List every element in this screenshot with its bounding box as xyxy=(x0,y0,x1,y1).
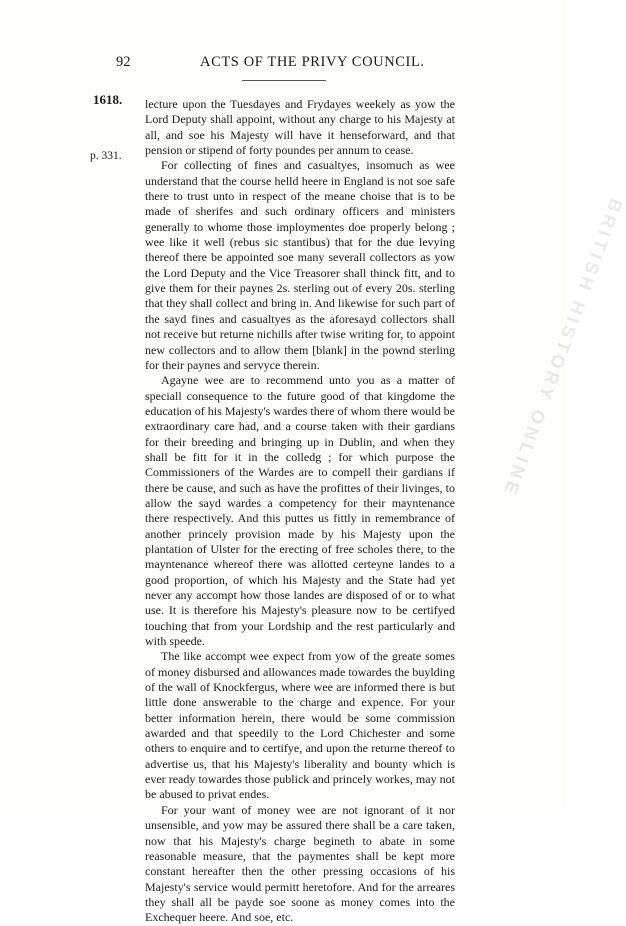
page-number: 92 xyxy=(116,54,131,70)
paragraph: The like accompt wee expect from yow of the greate somes of money disbursed and allowances made towardes the buylding of the wall of Knockfergus, where wee are informed there is but little done answerable to the charge and expence. For your better information herein, there would be some commission awarded and that speedily to the Lord Chichester and some others to enquire and to certifye, and upon the returne thereof to advertise us, that his Majesty's liberality and bounty which is ever ready towardes those publick and princely workes, may not be abused to privat endes. xyxy=(145,649,455,802)
paragraph: For collecting of fines and casualtyes, insomuch as wee understand that the course helld heere in England is not soe safe there to trust unto in respect of the meane choise that is to be made of sherifes and such ordinary officers and ministers generally to whome those imploymentes doe properly belong ; wee like it well (rebus sic stantibus) that for the due levying thereof there be appointed soe many severall collectors as yow the Lord Deputy and the Vice Treasorer shall thinck fitt, and to give them for their paynes 2s. sterling out of every 20s. sterling that they shall collect and bring in. And likewise for such part of the sayd fines and casualtyes as the aforesayd collectors shall not receive but returne nichills after twise writing for, to appoint new collectors and to allow them [blank] in the pownd sterling for their paynes and servyce therein. xyxy=(145,158,455,372)
margin-year: 1618. xyxy=(93,92,123,107)
watermark: BRITISH HISTORY ONLINE xyxy=(499,195,626,501)
paragraph: For your want of money wee are not ignorant of it nor unsensible, and yow may be assured there shall be a care taken, now that his Majesty's charge begineth to abate in some reasonable measure, that the paymentes shall be kept more constant hereafter then the other pressing occasions of his Majesty's service would permitt heretofore. And for the arreares they shall all be payde soe soone as money comes into the Exchequer heere. And soe, etc. xyxy=(145,802,455,925)
running-title: ACTS OF THE PRIVY COUNCIL. xyxy=(200,54,425,70)
margin-page-reference: p. 331. xyxy=(90,150,122,162)
body-text xyxy=(145,97,455,926)
paragraph: lecture upon the Tuesdayes and Frydayes weekely as yow the Lord Deputy shall appoint, without any charge to his Majesty at all, and soe his Majesty will have it henseforward, and that pension or stipend of forty poundes per annum to cease. xyxy=(145,97,455,158)
page-header xyxy=(0,54,567,76)
header-rule xyxy=(242,80,326,81)
paragraph: Agayne wee are to recommend unto you as a matter of speciall consequence to the future good of that kingdome the education of his Majesty's wardes there of whom there would be extraordinary care had, and a course taken with their gardians for their breeding and bringing up in Dublin, and when they shall be fitt for it in the colledg ; for which purpose the Commissioners of the Wardes are to compell their gardians if there be cause, and such as have the profittes of their livinges, to allow the sayd wardes a competency for their mayntenance there respectively. And this puttes us fittly in remembrance of another princely provision made by his Majesty upon the plantation of Ulster for the erecting of free scholes there, to the mayntenance whereof there was allotted certeyne landes to a good proportion, of which his Majesty and the State had yet never any accompt how those landes are disposed of or to what use. It is therefore his Majesty's pleasure now to be certifyed touching that from your Lordship and the rest particularly and with speede. xyxy=(145,373,455,649)
